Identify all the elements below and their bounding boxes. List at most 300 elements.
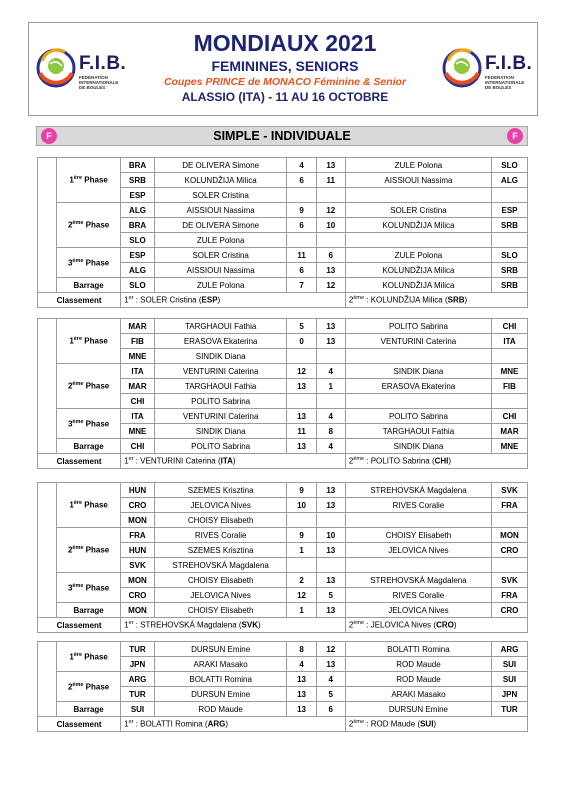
logo-text: F.I.B. <box>79 53 127 74</box>
score <box>316 394 345 409</box>
player-name: VENTURINI Caterina <box>154 364 287 379</box>
score: 0 <box>287 334 316 349</box>
player-name: JELOVICA Nives <box>345 603 491 618</box>
player-name: VENTURINI Caterina <box>154 409 287 424</box>
match-row <box>38 409 528 424</box>
score: 13 <box>287 687 316 702</box>
phase-number: 2 <box>67 381 73 391</box>
country-code: ARG <box>491 642 527 657</box>
classement-row <box>38 454 528 469</box>
ranked-country-code: ESP <box>201 295 218 305</box>
country-code: MAR <box>121 379 155 394</box>
ranked-player-name: KOLUNDŽIJA Milica <box>370 295 443 305</box>
classement-label: Classement <box>38 618 121 633</box>
player-name <box>345 394 491 409</box>
player-name: AISSIOUI Nassima <box>154 263 287 278</box>
country-code: CRO <box>491 543 527 558</box>
player-name: BOLATTI Romina <box>345 642 491 657</box>
country-code: FRA <box>121 528 155 543</box>
player-name <box>345 513 491 528</box>
phase-word: Phase <box>84 652 108 662</box>
score: 9 <box>287 203 316 218</box>
ranked-country-code: CHI <box>434 456 449 466</box>
phase-number: 2 <box>67 220 73 230</box>
country-code: MON <box>121 573 155 588</box>
player-name: DURSUN Emine <box>154 687 287 702</box>
player-name: ERASOVA Ekaterina <box>345 379 491 394</box>
country-code: ALG <box>491 173 527 188</box>
country-code: CRO <box>121 588 155 603</box>
score: 4 <box>287 158 316 173</box>
ranking-first: 1er : BOLATTI Romina (ARG) <box>121 717 346 732</box>
player-name: JELOVICA Nives <box>345 543 491 558</box>
poule-label <box>38 319 57 454</box>
player-name <box>345 349 491 364</box>
score: 8 <box>287 642 316 657</box>
country-code: ALG <box>121 203 155 218</box>
country-code: SLO <box>491 158 527 173</box>
score: 2 <box>287 573 316 588</box>
match-row <box>38 248 528 263</box>
phase-label <box>57 409 121 439</box>
country-code: TUR <box>121 687 155 702</box>
score: 6 <box>287 263 316 278</box>
ranking-second: 2ème : KOLUNDŽIJA Milica (SRB) <box>345 293 527 308</box>
score: 7 <box>287 278 316 293</box>
country-code: SRB <box>491 218 527 233</box>
score <box>316 513 345 528</box>
phase-word: Phase <box>85 220 110 230</box>
score: 13 <box>316 263 345 278</box>
score: 9 <box>287 483 316 498</box>
player-name: STREHOVSKÁ Magdalena <box>345 483 491 498</box>
ranked-player-name: STREHOVSKÁ Magdalena <box>140 620 237 630</box>
phase-suffix: ère <box>73 336 83 343</box>
header-titles <box>129 29 441 105</box>
player-name: TARGHAOUI Fathia <box>345 424 491 439</box>
phase-suffix: ème <box>72 220 84 227</box>
ranked-country-code: ARG <box>207 719 226 729</box>
country-code: CRO <box>121 498 155 513</box>
score <box>287 558 316 573</box>
player-name: CHOISY Elisabeth <box>154 573 287 588</box>
score: 13 <box>316 603 345 618</box>
phase-suffix: ème <box>72 381 84 388</box>
phase-suffix: ème <box>72 681 84 688</box>
country-code: MAR <box>121 319 155 334</box>
country-code: SVK <box>491 483 527 498</box>
phase-label <box>57 642 121 672</box>
fib-emblem-icon <box>441 39 483 97</box>
player-name: STREHOVSKÁ Magdalena <box>154 558 287 573</box>
logo-subtext: FEDERATION INTERNATIONALE DE BOULES <box>485 75 525 90</box>
score: 12 <box>287 364 316 379</box>
score <box>287 233 316 248</box>
ranking-first: 1er : SOLER Cristina (ESP) <box>121 293 346 308</box>
score: 5 <box>287 319 316 334</box>
score: 13 <box>316 498 345 513</box>
logo-subtext: FEDERATION INTERNATIONALE DE BOULES <box>79 75 119 90</box>
player-name: ZULE Polona <box>154 278 287 293</box>
phase-label <box>57 158 121 203</box>
score: 13 <box>316 483 345 498</box>
player-name: DURSUN Emine <box>154 642 287 657</box>
poule-table <box>37 482 528 633</box>
score: 13 <box>287 409 316 424</box>
player-name: KOLUNDŽIJA Milica <box>345 263 491 278</box>
phase-label <box>57 248 121 278</box>
barrage-label: Barrage <box>57 439 121 454</box>
player-name: ROD Maude <box>345 672 491 687</box>
player-name: SZEMES Krisztina <box>154 543 287 558</box>
page-subtitle: FEMININES, SENIORS <box>211 58 359 74</box>
country-code: MON <box>491 528 527 543</box>
country-code: ESP <box>491 203 527 218</box>
score: 13 <box>316 657 345 672</box>
classement-row <box>38 717 528 732</box>
ranked-country-code: ITA <box>220 456 233 466</box>
fib-emblem-icon <box>35 39 77 97</box>
player-name: DE OLIVERA Simone <box>154 218 287 233</box>
score: 13 <box>287 379 316 394</box>
country-code: JPN <box>491 687 527 702</box>
score: 13 <box>287 439 316 454</box>
country-code: MON <box>121 603 155 618</box>
player-name: KOLUNDŽIJA Milica <box>345 218 491 233</box>
country-code <box>491 188 527 203</box>
country-code: MAR <box>491 424 527 439</box>
phase-label <box>57 483 121 528</box>
score: 1 <box>287 603 316 618</box>
score: 4 <box>316 409 345 424</box>
fib-logo-left <box>35 39 127 99</box>
barrage-label: Barrage <box>57 702 121 717</box>
country-code: SUI <box>491 672 527 687</box>
country-code: SRB <box>491 263 527 278</box>
score <box>316 558 345 573</box>
phase-number: 3 <box>67 258 73 268</box>
cup-name: Coupes PRINCE de MONACO Féminine & Senior <box>163 76 407 88</box>
document-header <box>28 22 538 116</box>
classement-row <box>38 293 528 308</box>
country-code <box>491 394 527 409</box>
country-code: BRA <box>121 158 155 173</box>
country-code: ESP <box>121 188 155 203</box>
player-name: AISSIOUI Nassima <box>154 203 287 218</box>
match-row <box>38 203 528 218</box>
phase-word: Phase <box>85 419 110 429</box>
score: 1 <box>316 379 345 394</box>
score <box>287 513 316 528</box>
score: 10 <box>316 528 345 543</box>
score: 6 <box>316 248 345 263</box>
score: 9 <box>287 528 316 543</box>
phase-suffix: ère <box>73 175 83 182</box>
player-name: CHOISY Elisabeth <box>154 513 287 528</box>
country-code: MNE <box>121 424 155 439</box>
ranking-second: 2ème : POLITO Sabrina (CHI) <box>345 454 527 469</box>
ranking-first: 1er : STREHOVSKÁ Magdalena (SVK) <box>121 618 346 633</box>
score: 12 <box>316 278 345 293</box>
score: 1 <box>287 543 316 558</box>
score: 4 <box>316 364 345 379</box>
score <box>287 349 316 364</box>
phase-suffix: ère <box>73 651 83 658</box>
ranked-player-name: POLITO Sabrina <box>370 456 430 466</box>
phase-word: Phase <box>84 175 108 185</box>
country-code: TUR <box>121 642 155 657</box>
player-name <box>345 558 491 573</box>
player-name: DE OLIVERA Simone <box>154 158 287 173</box>
country-code: FRA <box>491 498 527 513</box>
country-code: SRB <box>491 278 527 293</box>
section-title-bar <box>36 126 528 146</box>
match-row <box>38 483 528 498</box>
player-name: AISSIOUI Nassima <box>345 173 491 188</box>
score <box>287 188 316 203</box>
country-code: SVK <box>491 573 527 588</box>
phase-label <box>57 672 121 702</box>
ranked-player-name: SOLER Cristina <box>140 295 197 305</box>
phase-suffix: ème <box>72 418 84 425</box>
country-code: ITA <box>491 334 527 349</box>
poule-table <box>37 157 528 308</box>
ranked-player-name: ROD Maude <box>370 719 416 729</box>
match-row <box>38 319 528 334</box>
ranked-player-name: VENTURINI Caterina <box>140 456 216 466</box>
ranked-country-code: CRO <box>436 620 454 630</box>
country-code: JPN <box>121 657 155 672</box>
country-code: MNE <box>491 439 527 454</box>
player-name: STREHOVSKÁ Magdalena <box>345 573 491 588</box>
player-name: POLITO Sabrina <box>345 319 491 334</box>
player-name: RIVES Coralie <box>154 528 287 543</box>
score: 13 <box>287 672 316 687</box>
player-name: ZULE Polona <box>154 233 287 248</box>
country-code: MNE <box>491 364 527 379</box>
score: 4 <box>316 439 345 454</box>
country-code: SLO <box>121 233 155 248</box>
country-code: TUR <box>491 702 527 717</box>
player-name: KOLUNDŽIJA Milica <box>154 173 287 188</box>
phase-number: 1 <box>69 175 74 185</box>
score: 4 <box>287 657 316 672</box>
female-badge-icon: F <box>41 128 57 144</box>
country-code: ALG <box>121 263 155 278</box>
player-name: DURSUN Emine <box>345 702 491 717</box>
barrage-row <box>38 439 528 454</box>
ranked-country-code: SUI <box>420 719 434 729</box>
match-row <box>38 528 528 543</box>
score: 12 <box>316 203 345 218</box>
phase-word: Phase <box>85 682 110 692</box>
score: 13 <box>316 319 345 334</box>
phase-suffix: ère <box>73 500 83 507</box>
country-code: CHI <box>121 439 155 454</box>
country-code <box>491 233 527 248</box>
score: 6 <box>316 702 345 717</box>
player-name: SINDIK Diana <box>154 349 287 364</box>
ranking-second: 2ème : ROD Maude (SUI) <box>345 717 527 732</box>
player-name: ZULE Polona <box>345 248 491 263</box>
phase-label <box>57 573 121 603</box>
barrage-label: Barrage <box>57 603 121 618</box>
phase-suffix: ème <box>72 257 84 264</box>
classement-label: Classement <box>38 454 121 469</box>
player-name: POLITO Sabrina <box>154 439 287 454</box>
country-code: SUI <box>491 657 527 672</box>
country-code: FIB <box>121 334 155 349</box>
player-name: SOLER Cristina <box>345 203 491 218</box>
classement-row <box>38 618 528 633</box>
country-code: SRB <box>121 173 155 188</box>
player-name: POLITO Sabrina <box>345 409 491 424</box>
poule-label <box>38 642 57 717</box>
player-name: SOLER Cristina <box>154 188 287 203</box>
score: 4 <box>316 672 345 687</box>
score <box>316 188 345 203</box>
score: 6 <box>287 173 316 188</box>
poule-table <box>37 318 528 469</box>
score <box>316 233 345 248</box>
phase-word: Phase <box>85 381 110 391</box>
country-code <box>491 558 527 573</box>
phase-number: 3 <box>67 419 73 429</box>
phase-number: 1 <box>69 336 74 346</box>
phase-word: Phase <box>85 583 110 593</box>
phase-number: 2 <box>67 545 73 555</box>
ranking-first: 1er : VENTURINI Caterina (ITA) <box>121 454 346 469</box>
phase-suffix: ème <box>72 545 84 552</box>
player-name: SZEMES Krisztina <box>154 483 287 498</box>
phase-number: 3 <box>67 583 73 593</box>
barrage-row <box>38 603 528 618</box>
score: 12 <box>316 642 345 657</box>
score: 10 <box>287 498 316 513</box>
ranking-second: 2ème : JELOVICA Nives (CRO) <box>345 618 527 633</box>
phase-word: Phase <box>84 500 108 510</box>
player-name: TARGHAOUI Fathia <box>154 379 287 394</box>
ranked-player-name: BOLATTI Romina <box>140 719 203 729</box>
country-code: CRO <box>491 603 527 618</box>
page-title: MONDIAUX 2021 <box>193 30 377 56</box>
country-code: FRA <box>491 588 527 603</box>
classement-label: Classement <box>38 293 121 308</box>
country-code: ARG <box>121 672 155 687</box>
player-name: POLITO Sabrina <box>154 394 287 409</box>
ranked-country-code: SRB <box>447 295 465 305</box>
score <box>287 394 316 409</box>
phase-label <box>57 528 121 573</box>
player-name: ROD Maude <box>345 657 491 672</box>
ranked-player-name: JELOVICA Nives <box>370 620 432 630</box>
player-name: ERASOVA Ekaterina <box>154 334 287 349</box>
female-badge-icon: F <box>507 128 523 144</box>
score: 13 <box>316 573 345 588</box>
logo-text: F.I.B. <box>485 53 533 74</box>
player-name: SINDIK Diana <box>345 439 491 454</box>
country-code: SVK <box>121 558 155 573</box>
country-code: ESP <box>121 248 155 263</box>
player-name: ARAKI Masako <box>154 657 287 672</box>
country-code: HUN <box>121 483 155 498</box>
phase-suffix: ème <box>72 582 84 589</box>
section-title: SIMPLE - INDIVIDUALE <box>213 129 351 143</box>
poule-label <box>38 158 57 293</box>
event-location-dates: ALASSIO (ITA) - 11 AU 16 OCTOBRE <box>181 90 389 104</box>
barrage-row <box>38 278 528 293</box>
score: 8 <box>316 424 345 439</box>
classement-label: Classement <box>38 717 121 732</box>
player-name: ZULE Polona <box>345 158 491 173</box>
score: 5 <box>316 687 345 702</box>
poule-table <box>37 641 528 732</box>
player-name: CHOISY Elisabeth <box>154 603 287 618</box>
phase-label <box>57 203 121 248</box>
player-name: BOLATTI Romina <box>154 672 287 687</box>
score: 5 <box>316 588 345 603</box>
player-name: VENTURINI Caterina <box>345 334 491 349</box>
player-name: SINDIK Diana <box>345 364 491 379</box>
player-name <box>345 233 491 248</box>
poule-label <box>38 483 57 618</box>
player-name: RIVES Coralie <box>345 498 491 513</box>
ranked-country-code: SVK <box>241 620 258 630</box>
country-code <box>491 513 527 528</box>
country-code: SUI <box>121 702 155 717</box>
country-code: MNE <box>121 349 155 364</box>
score: 13 <box>316 158 345 173</box>
country-code: MON <box>121 513 155 528</box>
player-name: ARAKI Masako <box>345 687 491 702</box>
phase-label <box>57 364 121 409</box>
score: 11 <box>316 173 345 188</box>
player-name: JELOVICA Nives <box>154 588 287 603</box>
player-name <box>345 188 491 203</box>
player-name: RIVES Coralie <box>345 588 491 603</box>
phase-word: Phase <box>85 545 110 555</box>
phase-label <box>57 319 121 364</box>
match-row <box>38 672 528 687</box>
country-code: SLO <box>491 248 527 263</box>
phase-word: Phase <box>85 258 110 268</box>
barrage-row <box>38 702 528 717</box>
match-row <box>38 364 528 379</box>
score: 13 <box>316 543 345 558</box>
country-code: ITA <box>121 364 155 379</box>
player-name: ROD Maude <box>154 702 287 717</box>
country-code: FIB <box>491 379 527 394</box>
score: 6 <box>287 218 316 233</box>
match-row <box>38 573 528 588</box>
score: 12 <box>287 588 316 603</box>
phase-number: 1 <box>69 500 74 510</box>
score: 11 <box>287 248 316 263</box>
country-code: CHI <box>491 319 527 334</box>
barrage-label: Barrage <box>57 278 121 293</box>
match-row <box>38 158 528 173</box>
score: 13 <box>287 702 316 717</box>
phase-word: Phase <box>84 336 108 346</box>
player-name: KOLUNDŽIJA Milica <box>345 278 491 293</box>
country-code: CHI <box>491 409 527 424</box>
country-code: ITA <box>121 409 155 424</box>
score <box>316 349 345 364</box>
score: 13 <box>316 334 345 349</box>
match-row <box>38 642 528 657</box>
player-name: SOLER Cristina <box>154 248 287 263</box>
phase-number: 2 <box>67 682 73 692</box>
